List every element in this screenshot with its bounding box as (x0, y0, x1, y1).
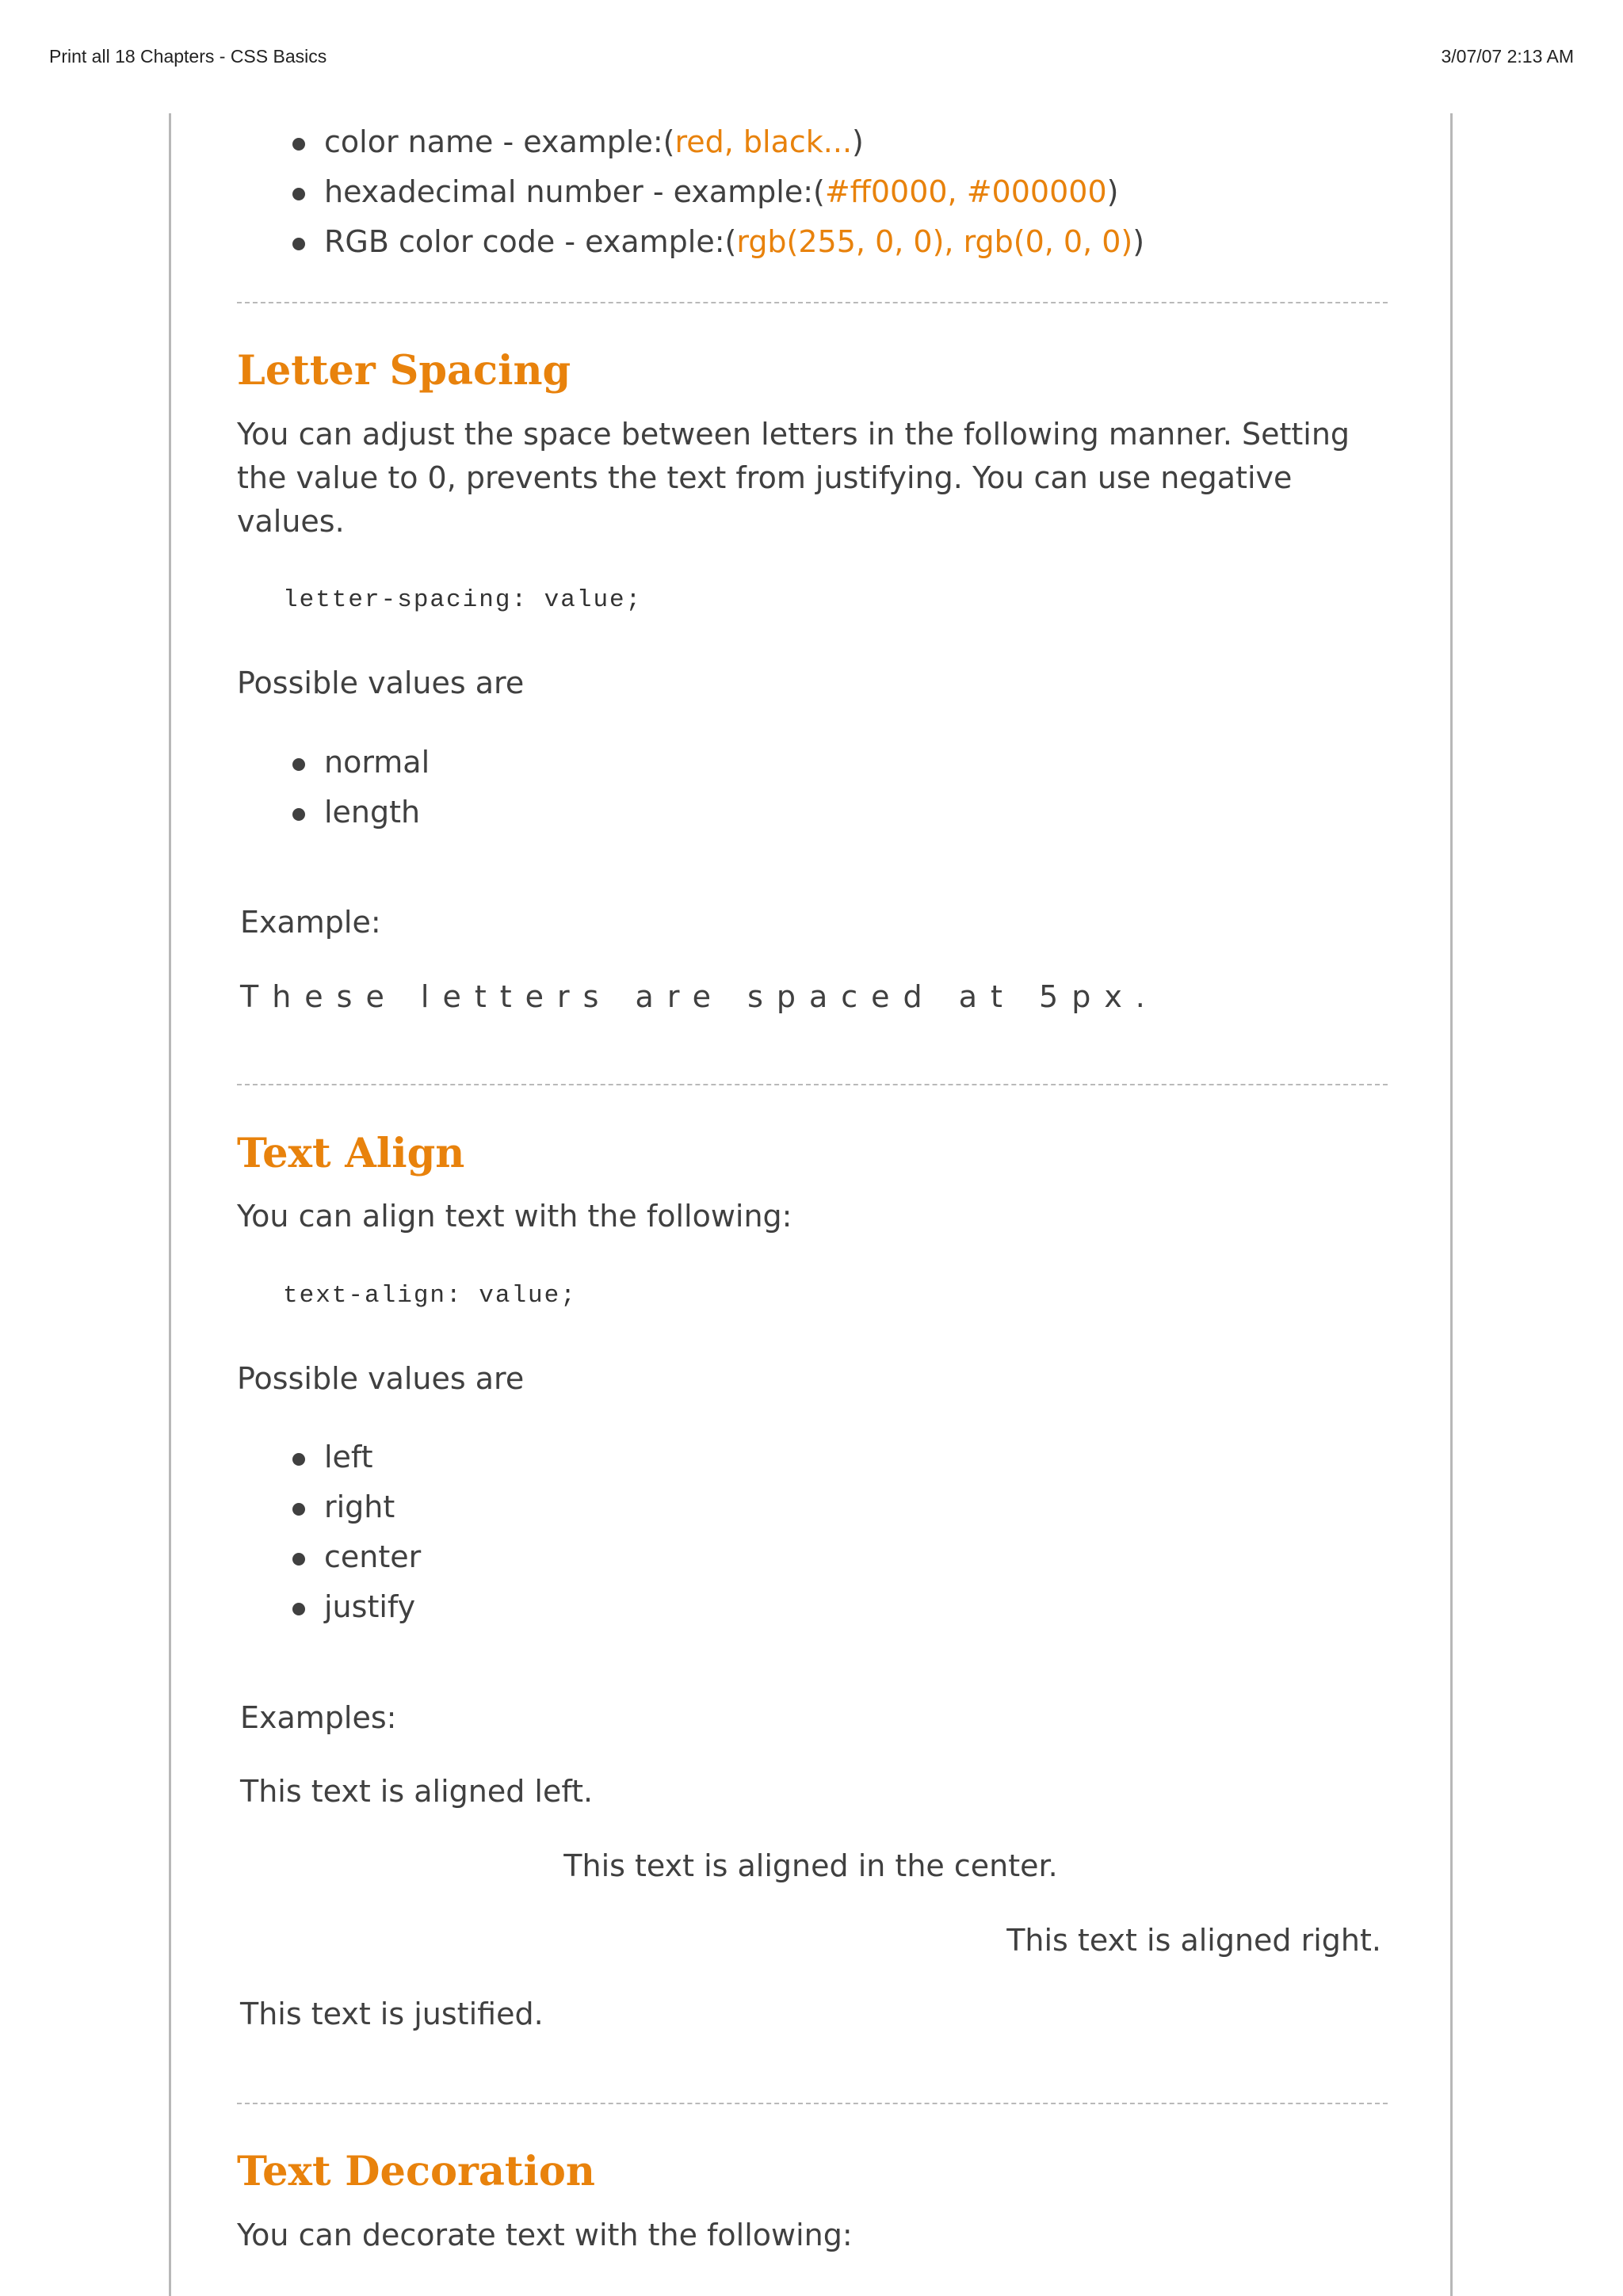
text-decoration-description: You can decorate text with the following: (237, 2218, 853, 2252)
print-title: Print all 18 Chapters - CSS Basics (49, 46, 327, 67)
list-item: right (286, 1482, 421, 1532)
example-values: #ff0000, #000000 (824, 174, 1107, 209)
letter-spacing-values-list (286, 738, 430, 837)
section-heading-letter-spacing: Letter Spacing (237, 347, 571, 395)
example-label: Example: (240, 905, 381, 940)
list-item: normal (286, 738, 430, 788)
text-align-description: You can align text with the following: (237, 1199, 792, 1234)
bullet-icon (292, 1453, 305, 1466)
list-item: length (286, 788, 430, 837)
possible-values-label: Possible values are (237, 666, 525, 700)
bullet-icon (292, 238, 305, 250)
example-justified: This text is justified. (240, 1997, 544, 2031)
list-item: color name - example:(red, black...) (286, 117, 1144, 167)
color-values-list (286, 117, 1144, 267)
example-values: rgb(255, 0, 0), rgb(0, 0, 0) (736, 224, 1133, 259)
bullet-icon (292, 808, 305, 821)
page-border-right (1450, 113, 1453, 2296)
text-align-values-list (286, 1432, 421, 1632)
list-item: justify (286, 1582, 421, 1632)
print-timestamp: 3/07/07 2:13 AM (1441, 46, 1574, 67)
section-heading-text-align: Text Align (237, 1130, 465, 1177)
bullet-icon (292, 758, 305, 771)
print-header (0, 46, 1623, 70)
example-aligned-left: This text is aligned left. (240, 1774, 594, 1809)
possible-values-label: Possible values are (237, 1361, 525, 1396)
section-divider (237, 1084, 1388, 1085)
page-border-left (169, 113, 171, 2296)
text-align-code: text-align: value; (283, 1282, 577, 1310)
letter-spacing-example: These letters are spaced at 5px. (240, 979, 1159, 1014)
list-item: center (286, 1532, 421, 1582)
letter-spacing-code: letter-spacing: value; (283, 586, 643, 614)
list-item: left (286, 1432, 421, 1482)
example-aligned-center: This text is aligned in the center. (563, 1848, 1058, 1883)
letter-spacing-description: You can adjust the space between letters in the following manner. Setting the value to 0, prevents the text from justifying. You can use negative values. (237, 417, 1350, 539)
list-item: hexadecimal number - example:(#ff0000, #000000) (286, 167, 1144, 217)
list-item: RGB color code - example:(rgb(255, 0, 0), rgb(0, 0, 0)) (286, 217, 1144, 267)
section-divider (237, 302, 1388, 303)
bullet-icon (292, 1503, 305, 1516)
example-values: red, black... (674, 124, 853, 159)
bullet-icon (292, 188, 305, 200)
example-aligned-right: This text is aligned right. (1006, 1923, 1381, 1958)
section-heading-text-decoration: Text Decoration (237, 2148, 595, 2195)
section-divider (237, 2103, 1388, 2104)
bullet-icon (292, 1603, 305, 1615)
bullet-icon (292, 138, 305, 151)
bullet-icon (292, 1553, 305, 1566)
examples-label: Examples: (240, 1700, 397, 1735)
